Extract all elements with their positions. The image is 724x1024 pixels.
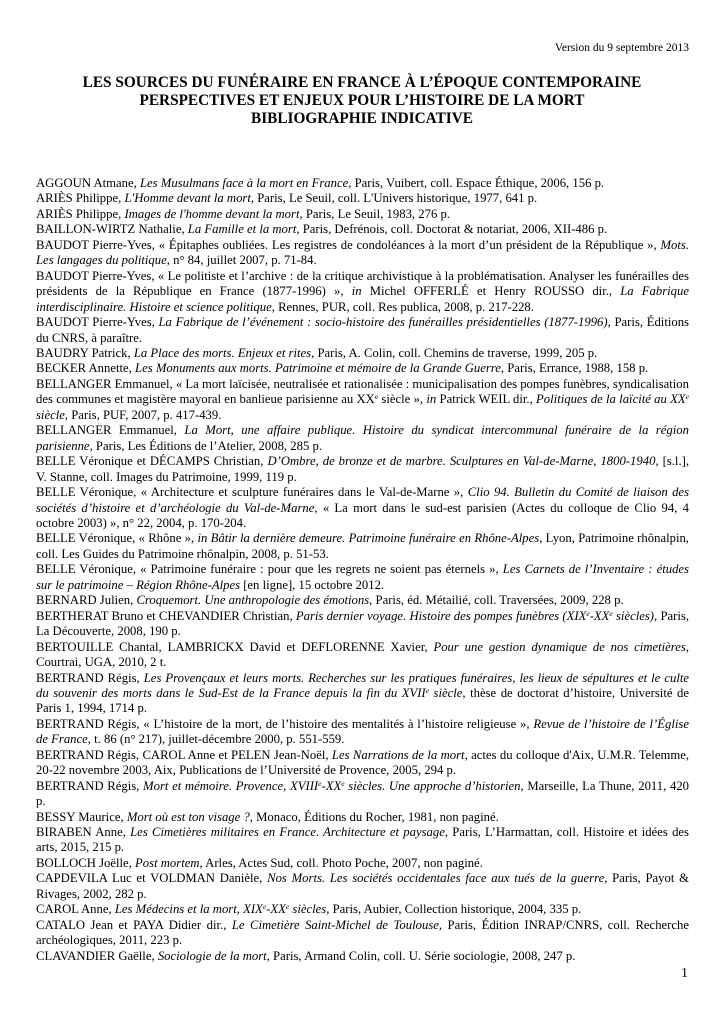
bibliography-list	[36, 176, 689, 964]
title-line-2: PERSPECTIVES ET ENJEUX POUR L’HISTOIRE DE LA MORT	[139, 92, 585, 109]
bibliography-entry: ARIÈS Philippe, Images de l'homme devant la mort, Paris, Le Seuil, 1983, 276 p.	[36, 206, 450, 221]
bibliography-entry: BELLE Véronique, « Rhône », in Bâtir la dernière demeure. Patrimoine funéraire en Rhône-Alpes, Lyon, Patrimoine rhônalpin, coll. Les Guides du Patrimoine rhônalpin, 2008, p. 51-53.	[36, 531, 689, 561]
bibliography-entry: BAUDOT Pierre-Yves, La Fabrique de l’événement : socio-histoire des funérailles présidentielles (1877-1996), Paris, Éditions du CNRS, à paraître.	[36, 315, 689, 345]
bibliography-entry: BAUDOT Pierre-Yves, « Le politiste et l’archive : de la critique archivistique à la problématisation. Analyser les funérailles des présidents de la République en France (1877-1996) », in Michel OFFERLÉ et Henry ROUSSO dir., La Fabrique interdisciplinaire. Histoire et science politique, Rennes, PUR, coll. Res publica, 2008, p. 217-228.	[36, 268, 689, 314]
bibliography-entry: AGGOUN Atmane, Les Musulmans face à la mort en France, Paris, Vuibert, coll. Espace Éthique, 2006, 156 p.	[36, 176, 605, 190]
bibliography-entry: BAILLON-WIRTZ Nathalie, La Famille et la mort, Paris, Defrénois, coll. Doctorat & notariat, 2006, XII-486 p.	[36, 222, 608, 237]
bibliography-entry: BELLANGER Emmanuel, « La mort laïcisée, neutralisée et rationalisée : municipalisation des pompes funèbres, syndicalisation des communes et magistère mayoral en banlieue parisienne au XXe siècle », in Patrick WEIL dir., Politiques de la laïcité au XXe siècle, Paris, PUF, 2007, p. 417-439.	[36, 376, 689, 422]
title-line-1: LES SOURCES DU FUNÉRAIRE EN FRANCE À L’ÉPOQUE CONTEMPORAINE	[82, 74, 642, 91]
bibliography-entry: BELLE Véronique et DÉCAMPS Christian, D’Ombre, de bronze et de marbre. Sculptures en Val-de-Marne, 1800-1940, [s.l.], V. Stanne, coll. Images du Patrimoine, 1999, 119 p.	[36, 454, 690, 484]
bibliography-entry: BAUDRY Patrick, La Place des morts. Enjeux et rites, Paris, A. Colin, coll. Chemins de traverse, 1999, 205 p.	[36, 345, 598, 360]
bibliography-entry: BERNARD Julien, Croquemort. Une anthropologie des émotions, Paris, éd. Métailié, coll. Traversées, 2009, 228 p.	[36, 593, 624, 608]
bibliography-entry: BERTRAND Régis, « L’histoire de la mort, de l’histoire des mentalités à l’histoire religieuse », Revue de l’histoire de l’Église de France, t. 86 (n° 217), juillet-décembre 2000, p. 551-559.	[36, 716, 689, 747]
bibliography-entry: ARIÈS Philippe, L'Homme devant la mort, Paris, Le Seuil, coll. L'Univers historique, 1977, 641 p.	[36, 191, 538, 206]
bibliography-entry: BERTHERAT Bruno et CHEVANDIER Christian, Paris dernier voyage. Histoire des pompes funèbres (XIXe-XXe siècles), Paris, La Découverte, 2008, 190 p.	[36, 608, 689, 639]
version-date: Version du 9 septembre 2013	[554, 42, 689, 54]
bibliography-entry: BAUDOT Pierre-Yves, « Épitaphes oubliées. Les registres de condoléances à la mort d’un président de la République », Mots. Les langages du politique, n° 84, juillet 2007, p. 71-84.	[36, 237, 689, 268]
bibliography-entry: BECKER Annette, Les Monuments aux morts. Patrimoine et mémoire de la Grande Guerre, Paris, Errance, 1988, 158 p.	[36, 361, 649, 376]
bibliography-entry: BERTRAND Régis, Les Provençaux et leurs morts. Recherches sur les pratiques funéraires, les lieux de sépultures et le culte du souvenir des morts dans le Sud-Est de la France depuis la fin du XVIIe siècle, thèse de doctorat d’histoire, Université de Paris 1, 1994, 1714 p.	[36, 670, 689, 716]
page-title	[36, 74, 688, 128]
bibliography-entry: CLAVANDIER Gaëlle, Sociologie de la mort, Paris, Armand Colin, coll. U. Série sociologie, 2008, 247 p.	[36, 948, 576, 963]
bibliography-entry: BERTRAND Régis, CAROL Anne et PELEN Jean-Noël, Les Narrations de la mort, actes du colloque d'Aix, U.M.R. Telemme, 20-22 novembre 2003, Aix, Publications de l’Université de Provence, 2005, 294 p.	[36, 747, 689, 778]
bibliography-entry: BERTRAND Régis, Mort et mémoire. Provence, XVIIIe-XXe siècles. Une approche d’historien, Marseille, La Thune, 2011, 420 p.	[36, 778, 690, 809]
bibliography-entry: CATALO Jean et PAYA Didier dir., Le Cimetière Saint-Michel de Toulouse, Paris, Édition INRAP/CNRS, coll. Recherche archéologiques, 2011, 223 p.	[36, 917, 689, 948]
bibliography-entry: CAROL Anne, Les Médecins et la mort, XIXe-XXe siècles, Paris, Aubier, Collection historique, 2004, 335 p.	[36, 902, 582, 917]
bibliography-entry: BIRABEN Anne, Les Cimetières militaires en France. Architecture et paysage, Paris, L’Harmattan, coll. Histoire et idées des arts, 2015, 215 p.	[36, 825, 689, 855]
bibliography-entry: CAPDEVILA Luc et VOLDMAN Danièle, Nos Morts. Les sociétés occidentales face aux tués de la guerre, Paris, Payot & Rivages, 2002, 282 p.	[36, 871, 689, 901]
bibliography-entry: BELLANGER Emmanuel, La Mort, une affaire publique. Histoire du syndicat intercommunal funéraire de la région parisienne, Paris, Les Éditions de l’Atelier, 2008, 285 p.	[36, 423, 689, 453]
bibliography-entry: BOLLOCH Joëlle, Post mortem, Arles, Actes Sud, coll. Photo Poche, 2007, non paginé.	[36, 855, 483, 870]
bibliography-entry: BESSY Maurice, Mort où est ton visage ?, Monaco, Éditions du Rocher, 1981, non paginé.	[36, 809, 499, 824]
bibliography-entry: BERTOUILLE Chantal, LAMBRICKX David et DEFLORENNE Xavier, Pour une gestion dynamique de nos cimetières, Courtrai, UGA, 2010, 2 t.	[36, 639, 689, 670]
bibliography-entry: BELLE Véronique, « Patrimoine funéraire : pour que les regrets ne soient pas éternels », Les Carnets de l’Inventaire : études sur le patrimoine – Région Rhône-Alpes [en ligne], 15 octobre 2012.	[36, 562, 689, 592]
page-number: 1	[681, 966, 688, 981]
title-line-3: BIBLIOGRAPHIE INDICATIVE	[251, 110, 473, 127]
bibliography-entry: BELLE Véronique, « Architecture et sculpture funéraires dans le Val-de-Marne », Clio 94. Bulletin du Comité de liaison des sociétés d’histoire et d’archéologie du Val-de-Marne, « La mort dans le sud-est parisien (Actes du colloque de Clio 94, 4 octobre 2003) », n° 22, 2004, p. 170-204.	[36, 485, 690, 530]
